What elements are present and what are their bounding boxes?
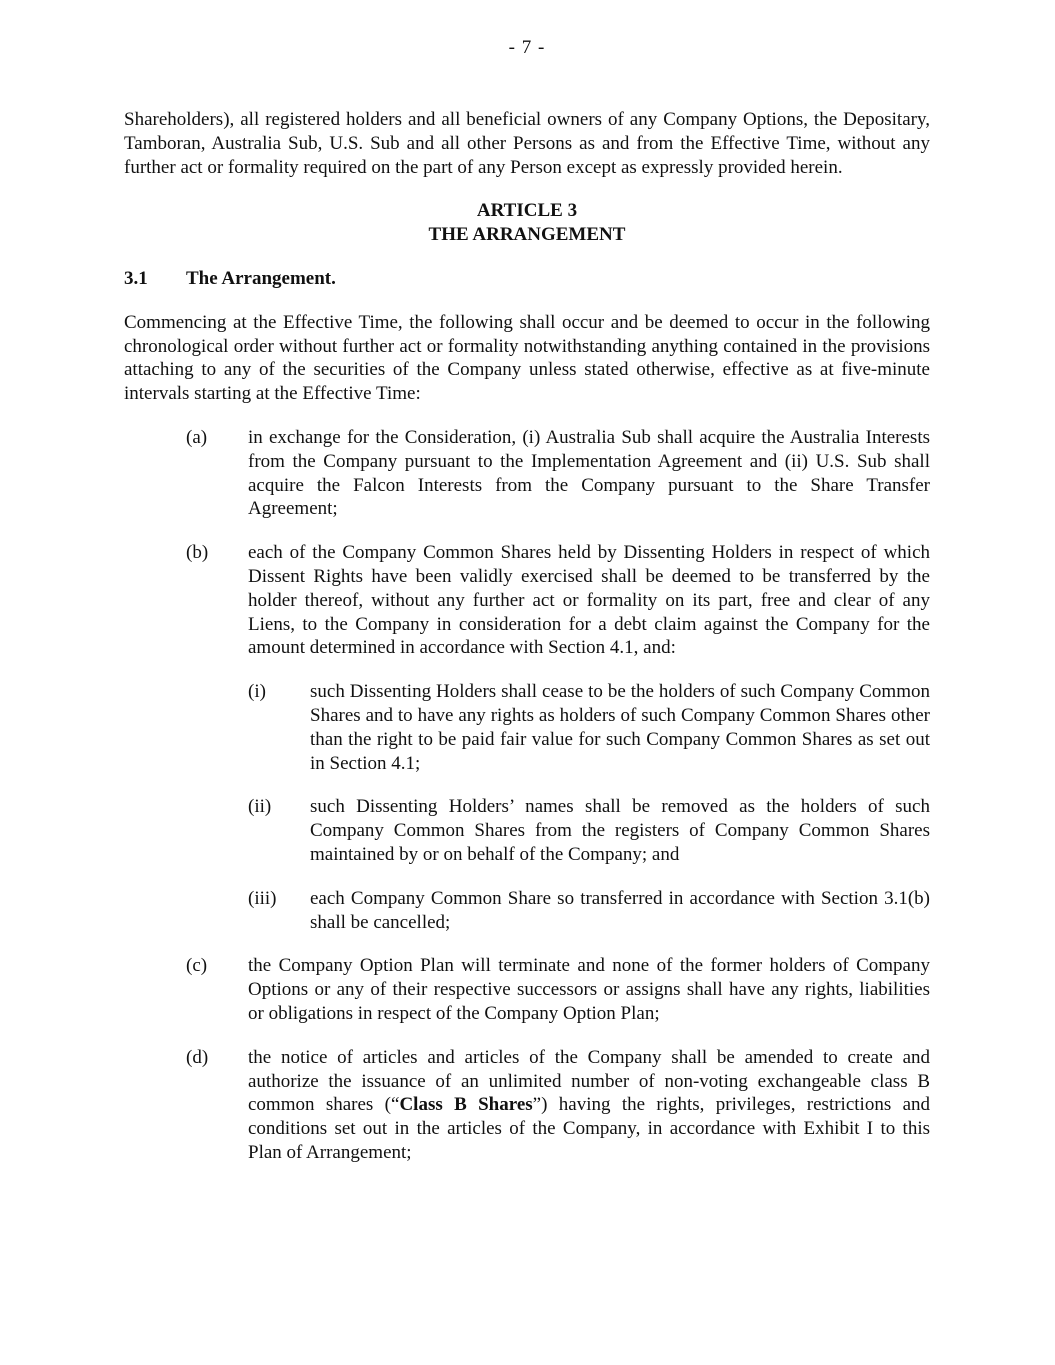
sub-list-marker: (ii) bbox=[248, 796, 272, 818]
sub-list-item-text: such Dissenting Holders shall cease to be the holders of such Company Common Shares and to have any rights as holders of such Company Common Shares other than the right to be paid fair value for such Company Common Shares as set out in Section 4.1; bbox=[310, 681, 930, 774]
sub-list-marker: (iii) bbox=[248, 887, 277, 909]
list-item-c bbox=[186, 954, 930, 1025]
section-title: The Arrangement. bbox=[186, 267, 336, 289]
sub-list-item-i bbox=[248, 680, 930, 775]
list-item-a bbox=[186, 426, 930, 521]
list-item-text bbox=[248, 1046, 930, 1165]
sub-list-item-ii bbox=[248, 795, 930, 866]
sub-list-item-iii bbox=[248, 887, 930, 935]
sub-list bbox=[248, 680, 930, 934]
list-marker: (a) bbox=[186, 426, 208, 448]
page-number: - 7 - bbox=[508, 37, 546, 58]
section-heading bbox=[124, 267, 930, 291]
defined-term: Class B Shares bbox=[399, 1094, 533, 1116]
list-item-text: each of the Company Common Shares held by Dissenting Holders in respect of which Dissent Rights have been validly exercised shall be deemed to be transferred by the holder thereof, without any further act or formality on its part, free and clear of any Liens, to the Company in consideration for a debt claim against the Company for the amount determined in accordance with Section 4.1, and: bbox=[248, 542, 930, 659]
sub-list-item-text: each Company Common Share so transferred in accordance with Section 3.1(b) shall be cancelled; bbox=[310, 887, 930, 933]
sub-list-marker: (i) bbox=[248, 681, 266, 703]
list-marker: (c) bbox=[186, 955, 208, 977]
list-item-b bbox=[186, 541, 930, 934]
document-page bbox=[124, 36, 930, 1185]
text-after-defined-term: ”) having the rights, privileges, restrictions and conditions set out in the articles of the Company, in accordance with Exhibit I to this Plan of Arrangement; bbox=[248, 1094, 930, 1163]
intro-paragraph: Shareholders), all registered holders and all beneficial owners of any Company Options, the Depositary, Tamboran, Australia Sub, U.S. Sub and all other Persons as and from the Effective Time, without any further act or formality required on the part of any Person except as expressly provided herein. bbox=[124, 109, 930, 178]
article-heading bbox=[124, 199, 930, 247]
list-marker: (d) bbox=[186, 1046, 209, 1068]
article-title: THE ARRANGEMENT bbox=[428, 224, 626, 246]
list-item-body bbox=[248, 541, 930, 934]
list-item-d bbox=[186, 1046, 930, 1165]
lead-paragraph: Commencing at the Effective Time, the following shall occur and be deemed to occur in the following chronological order without further act or formality notwithstanding anything contained in the provisions attaching to any of the securities of the Company unless stated otherwise, effective as at five-minute intervals starting at the Effective Time: bbox=[124, 311, 930, 405]
list-item-text: the Company Option Plan will terminate and none of the former holders of Company Options or any of their respective successors or assigns shall have any rights, liabilities or obligations in respect of the Company Option Plan; bbox=[248, 955, 930, 1024]
sub-list-item-text: such Dissenting Holders’ names shall be removed as the holders of such Company Common Shares from the registers of Company Common Shares maintained by or on behalf of the Company; and bbox=[310, 796, 930, 865]
list-item-text: in exchange for the Consideration, (i) Australia Sub shall acquire the Australia Interests from the Company pursuant to the Implementation Agreement and (ii) U.S. Sub shall acquire the Falcon Interests from the Company pursuant to the Share Transfer Agreement; bbox=[248, 426, 930, 520]
list-marker: (b) bbox=[186, 542, 209, 564]
article-number: ARTICLE 3 bbox=[476, 200, 578, 222]
section-number: 3.1 bbox=[124, 267, 148, 289]
text-before-defined-term: the notice of articles and articles of the Company shall be amended to create and authorize the issuance of an unlimited number of non-voting exchangeable class B common shares (“ bbox=[248, 1046, 930, 1116]
